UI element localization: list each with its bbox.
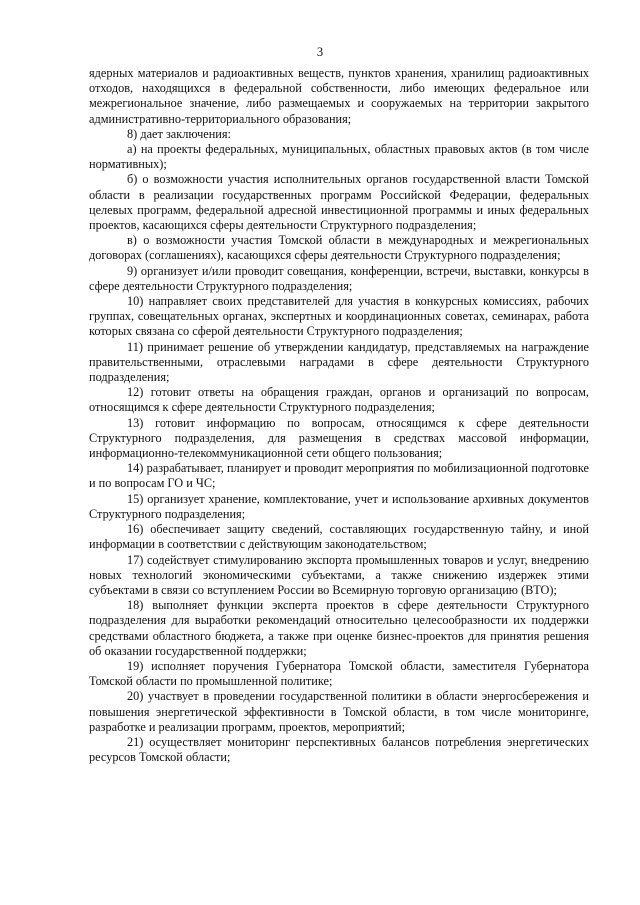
paragraph-item-8: 8) дает заключения: xyxy=(127,126,231,141)
paragraph-item-15: 15) организует хранение, комплектование, учет и использование архивных документов Структурного подразделения; xyxy=(89,491,589,521)
paragraph-item-8b: б) о возможности участия исполнительных органов государственной власти Томской области в реализации государственных программ Российской Федерации, федеральных целевых программ, федеральной адресной инвестиционной программы и иных федеральных проектов, касающихся сферы деятельности Структурного подразделения; xyxy=(89,172,589,233)
paragraph-item-20: 20) участвует в проведении государственной политики в области энергосбережения и повышения энергетической эффективности в Томской области, в том числе мониторинге, разработке и реализации программ, проектов, мероприятий; xyxy=(89,689,589,734)
page-number: 3 xyxy=(316,45,324,59)
paragraph-item-8a: а) на проекты федеральных, муниципальных, областных правовых актов (в том числе нормативных); xyxy=(89,142,589,172)
paragraph-item-16: 16) обеспечивает защиту сведений, составляющих государственную тайну, и иной информации в соответствии с действующим законодательством; xyxy=(89,522,589,552)
paragraph-item-19: 19) исполняет поручения Губернатора Томской области, заместителя Губернатора Томской области по промышленной политике; xyxy=(89,658,589,689)
paragraph-item-12: 12) готовит ответы на обращения граждан, органов и организаций по вопросам, относящимся к сфере деятельности Структурного подразделения; xyxy=(89,385,589,415)
paragraph-item-11: 11) принимает решение об утверждении кандидатур, представляемых на награждение правительственными, отраслевыми наградами в сфере деятельности Структурного подразделения; xyxy=(89,339,589,385)
paragraph-item-14: 14) разрабатывает, планирует и проводит мероприятия по мобилизационной подготовке и по вопросам ГО и ЧС; xyxy=(89,461,589,491)
paragraph-item-8v: в) о возможности участия Томской области в международных и межрегиональных договорах (соглашениях), касающихся сферы деятельности Структурного подразделения; xyxy=(89,233,589,263)
paragraph-item-10: 10) направляет своих представителей для участия в конкурсных комиссиях, рабочих группах, совещательных органах, экспертных и координационных советах, семинарах, работа которых связана со сферой деятельности Структурного подразделения; xyxy=(89,294,589,339)
paragraph-continuation: ядерных материалов и радиоактивных веществ, пунктов хранения, хранилищ радиоактивных отходов, находящихся в федеральной собственности, либо имеющих федеральное или межрегиональное значение, либо размещаемых и сооружаемых на территории закрытого административно-территориального образования; xyxy=(89,66,589,126)
paragraph-item-17: 17) содействует стимулированию экспорта промышленных товаров и услуг, внедрению новых технологий экономическими субъектами, а также снижению издержек этими субъектами в связи со вступлением России во Всемирную торговую организацию (ВТО); xyxy=(89,552,589,597)
paragraph-item-18: 18) выполняет функции эксперта проектов в сфере деятельности Структурного подразделения для выработки рекомендаций относительно целесообразности их поддержки средствами областного бюджета, а также при оценке бизнес-проектов для принятия решения об оказании государственной поддержки; xyxy=(89,598,589,658)
document-body xyxy=(89,66,589,765)
paragraph-item-9: 9) организует и/или проводит совещания, конференции, встречи, выставки, конкурсы в сфере деятельности Структурного подразделения; xyxy=(89,263,589,293)
paragraph-item-13: 13) готовит информацию по вопросам, относящимся к сфере деятельности Структурного подразделения, для размещения в средствах массовой информации, информационно-телекоммуникационной сети общего пользования; xyxy=(89,415,589,461)
paragraph-item-21: 21) осуществляет мониторинг перспективных балансов потребления энергетических ресурсов Томской области; xyxy=(89,734,589,765)
